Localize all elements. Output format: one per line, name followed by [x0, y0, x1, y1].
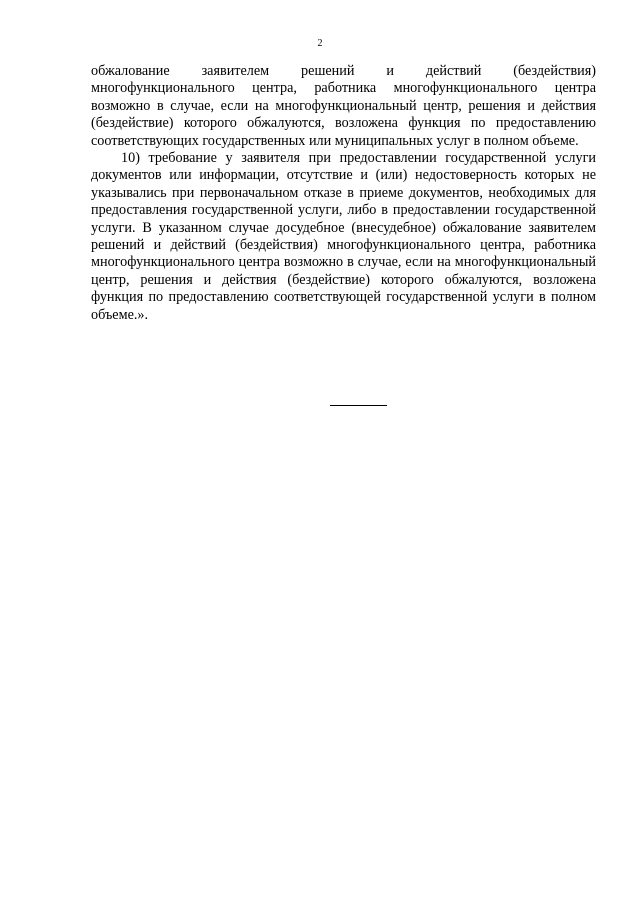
paragraph-item-10: 10) требование у заявителя при предоставлении государственной услуги документов или информации, отсутствие и (или) недостоверность которых не указывались при первоначальном отказе в приеме документов, необходимых для предоставления государственной услуги, либо в предоставлении государственной услуги. В указанном случае досудебное (внесудебное) обжалование заявителем решений и действий (бездействия) многофункционального центра, работника многофункционального центра возможно в случае, если на многофункциональный центр, решения и действия (бездействие) которого обжалуются, возложена функция по предоставлению соответствующей государственной услуги в полном объеме.».	[91, 150, 596, 323]
end-of-text-rule	[330, 405, 387, 406]
paragraph-continuation: обжалование заявителем решений и действий (бездействия) многофункционального центра, работника многофункционального центра возможно в случае, если на многофункциональный центр, решения и действия (бездействие) которого обжалуются, возложена функция по предоставлению соответствующих государственных или муниципальных услуг в полном объеме.	[91, 63, 596, 149]
document-body	[91, 63, 596, 324]
page-number: 2	[317, 38, 323, 49]
